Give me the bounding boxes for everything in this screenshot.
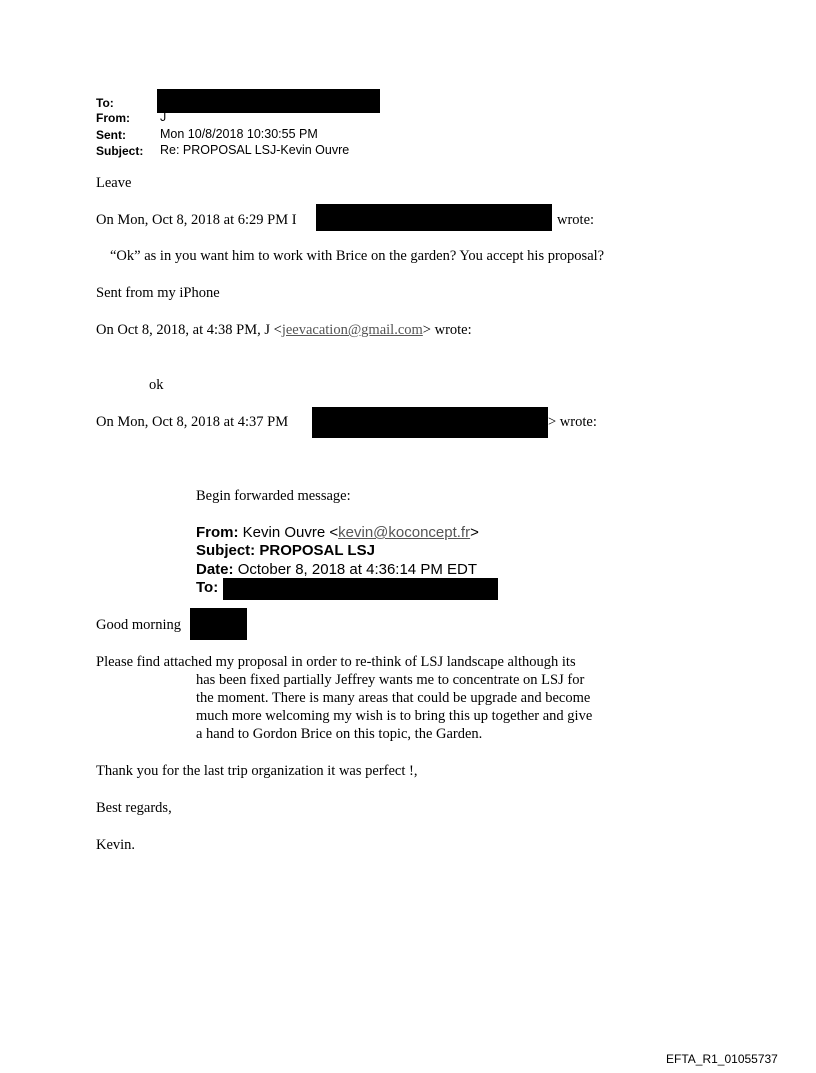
forwarded-to-label: To: <box>196 579 219 596</box>
message-para-line4: much more welcoming my wish is to bring this up together and give <box>196 708 593 724</box>
message-para-line3: the moment. There is many areas that could be upgrade and become <box>196 690 591 706</box>
quote3-attribution: On Mon, Oct 8, 2018 at 4:37 PM <box>96 414 289 430</box>
to-label: To: <box>96 96 114 110</box>
forwarded-date-label: Date: <box>196 561 234 578</box>
subject-value: Re: PROPOSAL LSJ-Kevin Ouvre <box>160 143 350 157</box>
forwarded-from-close: > <box>470 524 479 541</box>
subject-label: Subject: <box>96 144 144 158</box>
forwarded-from-email-link[interactable]: kevin@koconcept.fr <box>338 524 471 541</box>
document-id: EFTA_R1_01055737 <box>666 1052 778 1066</box>
quote2-suffix: > wrote: <box>422 322 472 338</box>
forwarded-from-name: Kevin Ouvre < <box>242 524 339 541</box>
from-label: From: <box>96 111 130 125</box>
message-para-line1: Please find attached my proposal in order to re-think of LSJ landscape although its <box>96 654 576 670</box>
forwarded-subject-label: Subject: <box>196 542 256 559</box>
greeting: Good morning <box>96 617 181 633</box>
redaction-greeting-name <box>190 608 247 640</box>
forwarded-from-label: From: <box>196 524 239 541</box>
redaction-forwarded-to <box>223 578 498 600</box>
quote3-wrote: > wrote: <box>548 414 597 430</box>
forwarded-subject-value: PROPOSAL LSJ <box>259 542 375 559</box>
forwarded-date-line <box>196 561 477 578</box>
redaction-to <box>157 89 380 113</box>
forwarded-intro: Begin forwarded message: <box>196 488 351 504</box>
redaction-quote3-sender <box>312 407 548 438</box>
signature-line: Kevin. <box>96 837 136 853</box>
message-para-line2: has been fixed partially Jeffrey wants me to concentrate on LSJ for <box>196 672 585 688</box>
message-para-line5: a hand to Gordon Brice on this topic, the Garden. <box>196 726 483 742</box>
forwarded-date-value: October 8, 2018 at 4:36:14 PM EDT <box>237 561 477 578</box>
thanks-line: Thank you for the last trip organization it was perfect !, <box>96 763 418 779</box>
quote1-attribution: On Mon, Oct 8, 2018 at 6:29 PM I <box>96 212 297 228</box>
redaction-quote1-sender <box>316 204 552 231</box>
sent-from-signature: Sent from my iPhone <box>96 285 220 301</box>
closing-line: Best regards, <box>96 800 172 816</box>
forwarded-to-line <box>196 579 218 596</box>
sent-value: Mon 10/8/2018 10:30:55 PM <box>160 127 318 141</box>
quote1-wrote: wrote: <box>557 212 595 228</box>
from-value: J <box>160 110 167 124</box>
reply-text: Leave <box>96 175 132 191</box>
quote2-attribution <box>96 322 472 339</box>
forwarded-subject-line <box>196 542 375 559</box>
quote2-email-link[interactable]: jeevacation@gmail.com <box>281 322 423 338</box>
quote1-body: “Ok” as in you want him to work with Brice on the garden? You accept his proposal? <box>110 248 605 264</box>
quote2-body: ok <box>149 377 164 393</box>
quote2-prefix: On Oct 8, 2018, at 4:38 PM, J < <box>96 322 282 338</box>
forwarded-from-line <box>196 524 479 541</box>
sent-label: Sent: <box>96 128 126 142</box>
